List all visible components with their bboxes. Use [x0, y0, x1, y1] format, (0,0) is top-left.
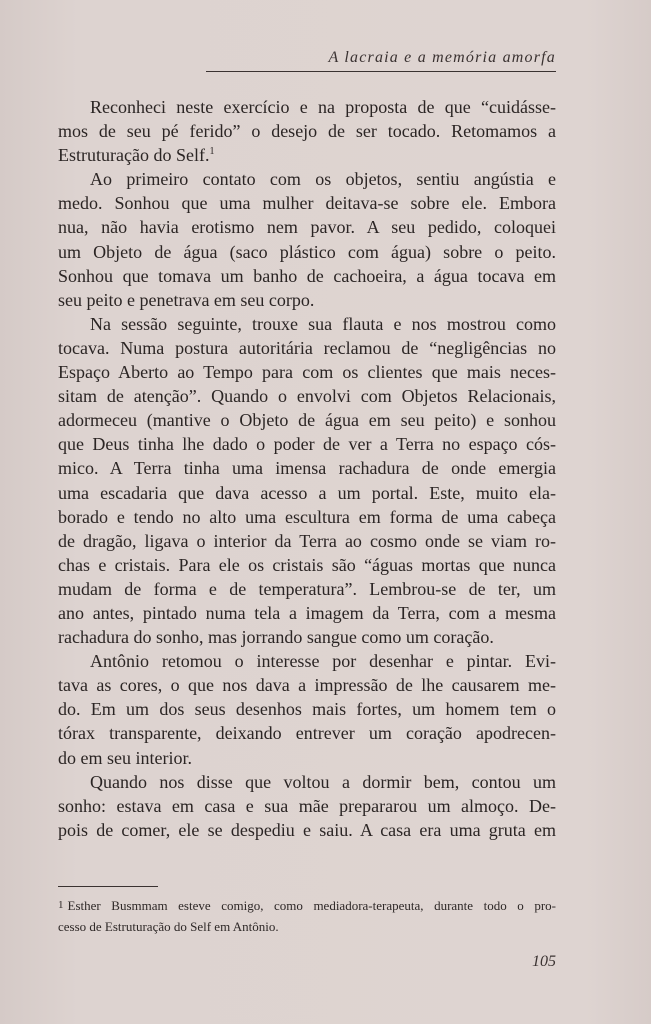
text-line: de dragão, ligava o interior da Terra ao cosmo onde se viam ro-: [58, 530, 556, 551]
paragraph: [58, 167, 556, 312]
text-line: tocava. Numa postura autoritária reclamou de “negligências no: [58, 337, 556, 358]
text-line: Reconheci neste exercício e na proposta de que “cuidásse-: [90, 97, 556, 117]
running-head: A lacraia e a memória amorfa: [328, 49, 556, 66]
text-line: Na sessão seguinte, trouxe sua flauta e nos mostrou como: [90, 313, 556, 334]
text-line: sonho: estava em casa e sua mãe prepararou um almoço. De-: [58, 795, 556, 816]
footnote-rule: [58, 886, 158, 887]
text-line: ano antes, pintado numa tela a imagem da Terra, com a mesma: [58, 602, 556, 623]
text-line-content: Estruturação do Self.: [58, 145, 210, 166]
paragraph: [58, 770, 556, 842]
text-line: Sonhou que tomava um banho de cachoeira, a água tocava em: [58, 265, 556, 286]
text-line: adormeceu (mantive o Objeto de água em seu peito) e sonhou: [58, 410, 556, 431]
text-line: rachadura do sonho, mas jorrando sangue como um coração.: [58, 627, 494, 648]
text-line: [58, 143, 556, 167]
text-line: mico. A Terra tinha uma imensa rachadura de onde emergia: [58, 458, 556, 479]
text-line: medo. Sonhou que uma mulher deitava-se sobre ele. Embora: [58, 193, 556, 214]
text-line: mudam de forma e de temperatura”. Lembrou-se de ter, um: [58, 578, 556, 599]
text-line: nua, não havia erotismo nem pavor. A seu pedido, coloquei: [58, 217, 556, 238]
text-line: tórax transparente, deixando entrever um coração apodrecen-: [58, 723, 556, 744]
text-line: Quando nos disse que voltou a dormir bem, contou um: [90, 771, 556, 792]
text-line: seu peito e penetrava em seu corpo.: [58, 289, 315, 310]
text-line: mos de seu pé ferido” o desejo de ser tocado. Retomamos a: [58, 121, 556, 142]
body-text: [58, 95, 556, 842]
footnote-line: cesso de Estruturação do Self em Antônio.: [58, 919, 279, 934]
text-line: pois de comer, ele se despediu e saiu. A casa era uma gruta em: [58, 819, 556, 840]
text-line: Espaço Aberto ao Tempo para com os clientes que mais neces-: [58, 362, 556, 383]
text-line: borado e tendo no alto uma escultura em forma de uma cabeça: [58, 506, 556, 527]
footnote-reference: 1: [209, 146, 215, 158]
paragraph: [58, 649, 556, 769]
footnote: [58, 895, 556, 937]
text-line: do em seu interior.: [58, 747, 192, 768]
paragraph: [58, 312, 556, 649]
paragraph: [58, 95, 556, 167]
footnote-text: Esther Busmmam esteve comigo, como mediadora-terapeuta, durante todo o pro-: [67, 898, 556, 913]
text-line: Ao primeiro contato com os objetos, sentiu angústia e: [90, 169, 556, 190]
text-line: tava as cores, o que nos dava a impressão de lhe causarem me-: [58, 675, 556, 696]
text-line: do. Em um dos seus desenhos mais fortes, um homem tem o: [58, 699, 556, 720]
text-line: sitam de atenção”. Quando o envolvi com Objetos Relacionais,: [58, 386, 556, 407]
text-line: que Deus tinha lhe dado o poder de ver a Terra no espaço cós-: [58, 434, 556, 455]
footnote-number: 1: [58, 899, 64, 911]
footnote-line: [58, 895, 556, 916]
header-rule: [206, 71, 556, 72]
page-number: 105: [532, 953, 556, 970]
text-line: chas e cristais. Para ele os cristais são “águas mortas que nunca: [58, 554, 556, 575]
text-line: Antônio retomou o interesse por desenhar e pintar. Evi-: [90, 651, 556, 672]
text-line: uma escadaria que dava acesso a um portal. Este, muito ela-: [58, 482, 556, 503]
text-line: um Objeto de água (saco plástico com água) sobre o peito.: [58, 241, 556, 262]
